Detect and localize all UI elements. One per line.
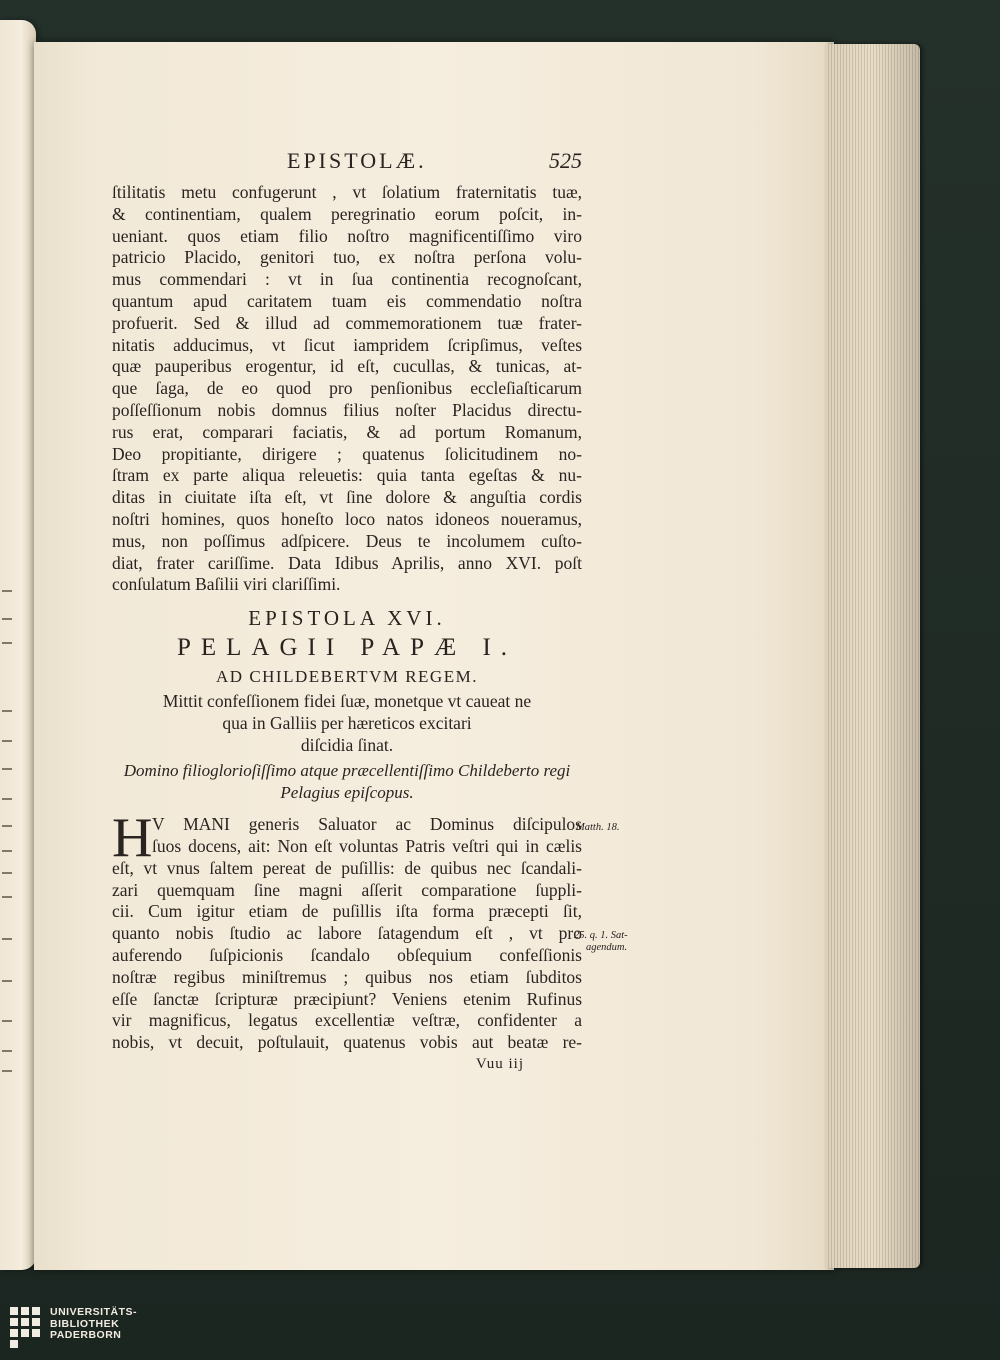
epistle-number: EPISTOLA XVI. <box>248 606 446 631</box>
text-line: ſtilitatis metu confugerunt , vt ſolatium fraternitatis tuæ, <box>112 182 582 202</box>
text-line: eſt, vt vnus ſaltem pereat de puſillis: de quibus nec ſcandali- <box>112 857 582 878</box>
text-line: ſtram ex parte aliqua releuetis: quia tanta egeſtas & nu- <box>112 465 582 486</box>
text-line: zari quemquam ſine magni aſſerit comparatione ſuppli- <box>112 879 582 900</box>
text-line: eſſe ſanctæ ſcripturæ præcipiunt? Veniens etenim Rufinus <box>112 988 582 1009</box>
text-line: noſtri homines, quos honeſto loco natos idoneos noueramus, <box>112 508 582 529</box>
prev-page-mark <box>2 618 12 620</box>
prev-page-mark <box>2 1020 12 1022</box>
library-name-line: BIBLIOTHEK <box>50 1317 120 1330</box>
prev-page-mark <box>2 850 12 852</box>
greeting-line: Domino filioglorioſiſſimo atque præcellentiſſimo Childeberto regi <box>123 761 571 781</box>
prev-page-mark <box>2 1050 12 1052</box>
summary-line: diſcidia ſinat. <box>300 735 394 756</box>
text-line: Deo propitiante, dirigere ; quatenus ſolicitudinem no- <box>112 443 582 464</box>
text-line: ditas in ciuitate iſta eſt, vt ſine dolore & anguſtia cordis <box>112 487 582 508</box>
dropcap-initial: H <box>112 807 153 870</box>
epistle-summary <box>112 690 582 756</box>
previous-page-edge <box>0 20 36 1270</box>
prev-page-mark <box>2 872 12 874</box>
text-line: ſuos docens, ait: Non eſt voluntas Patris veſtri qui in cælis <box>152 835 582 856</box>
prev-page-mark <box>2 710 12 712</box>
text-line: ueniant. quos etiam filio noſtro magnificentiſſimo viro <box>112 225 582 246</box>
epistle-author: PELAGII PAPÆ I. <box>176 634 518 662</box>
prev-page-mark <box>2 825 12 827</box>
text-line: V MANI generis Saluator ac Dominus diſcipulos <box>152 814 582 835</box>
prev-page-mark <box>2 980 12 982</box>
text-line: auferendo ſuſpicionis ſcandalo obſequium confeſſionis <box>112 944 582 965</box>
text-line: nobis, vt decuit, poſtulauit, quatenus vobis aut beatæ re- <box>112 1032 582 1053</box>
library-logo <box>10 1307 137 1353</box>
page-number: 525 <box>549 148 582 173</box>
page-text <box>112 148 582 1074</box>
text-line: & continentiam, qualem peregrinatio eorum poſcit, in- <box>112 203 582 224</box>
epistle-body <box>112 807 582 1074</box>
text-line: que ſaga, de eo quod pro penſionibus eccleſiaſticarum <box>112 378 582 399</box>
text-line: nitatis adducimus, vt ſicut iampridem ſcripſimus, veſtes <box>112 334 582 355</box>
catchword: Vuu iij <box>475 1055 524 1072</box>
text-line: mus commendari : vt in ſua continentia recognoſcant, <box>112 269 582 290</box>
prev-page-mark <box>2 740 12 742</box>
margin-note-reference-line-1: 25. q. 1. Sat- <box>574 930 628 941</box>
text-line: vir magnificus, legatus excellentiæ veſtræ, confidenter a <box>112 1010 582 1031</box>
text-line: quæ pauperibus erogentur, id eſt, cucullas, & tunicas, at- <box>112 356 582 377</box>
prev-page-mark <box>2 896 12 898</box>
running-title: EPISTOLÆ. <box>287 148 427 173</box>
running-head <box>112 148 582 182</box>
prev-page-mark <box>2 798 12 800</box>
page-block-edges <box>826 44 920 1268</box>
text-line: quantum apud caritatem tuam eis commendatio noſtra <box>112 290 582 311</box>
edges-shade <box>826 44 920 1268</box>
library-name-line: PADERBORN <box>50 1329 122 1341</box>
greeting-line: Pelagius epiſcopus. <box>280 783 414 803</box>
prev-page-mark <box>2 938 12 940</box>
prev-page-mark <box>2 1070 12 1072</box>
summary-line: Mittit confeſſionem fidei ſuæ, monetque vt caueat ne <box>162 691 532 712</box>
text-line: mus, non poſſimus adſpicere. Deus te incolumem cuſto- <box>112 530 582 551</box>
epistle-recipient: AD CHILDEBERTVM REGEM. <box>216 667 478 687</box>
text-line: profuerit. Sed & illud ad commemorationem tuæ frater- <box>112 312 582 333</box>
text-line: conſulatum Baſilii viri clariſſimi. <box>112 574 341 595</box>
prev-page-mark <box>2 768 12 770</box>
margin-note-reference-line-2: agendum. <box>586 942 628 953</box>
text-line: rus erat, comparari faciatis, & ad portum Romanum, <box>112 421 582 442</box>
text-line: noſtræ regibus miniſtremus ; quibus nos etiam ſubditos <box>112 966 582 987</box>
summary-line: qua in Galliis per hæreticos excitari <box>222 713 472 734</box>
library-logo-icon <box>10 1307 44 1353</box>
text-line: quanto nobis ſtudio ac labore ſatagendum eſt , vt pro <box>112 923 582 944</box>
library-name-line: UNIVERSITÄTS- <box>50 1306 138 1318</box>
previous-letter-ending <box>112 182 582 596</box>
prev-page-mark <box>2 642 12 644</box>
text-line: patricio Placido, genitori tuo, ex noſtra perſona volu- <box>112 247 582 268</box>
margin-note-matthew: Matth. 18. <box>576 822 620 833</box>
epistle-greeting <box>112 760 582 804</box>
text-line: diat, frater cariſſime. Data Idibus Aprilis, anno XVI. poſt <box>112 552 582 573</box>
text-line: poſſeſſionum nobis domnus filius noſter Placidus directu- <box>112 399 582 420</box>
text-line: cii. Cum igitur etiam de puſillis iſta forma præcepti ſit, <box>112 901 582 922</box>
prev-page-mark <box>2 590 12 592</box>
library-name <box>50 1307 137 1342</box>
